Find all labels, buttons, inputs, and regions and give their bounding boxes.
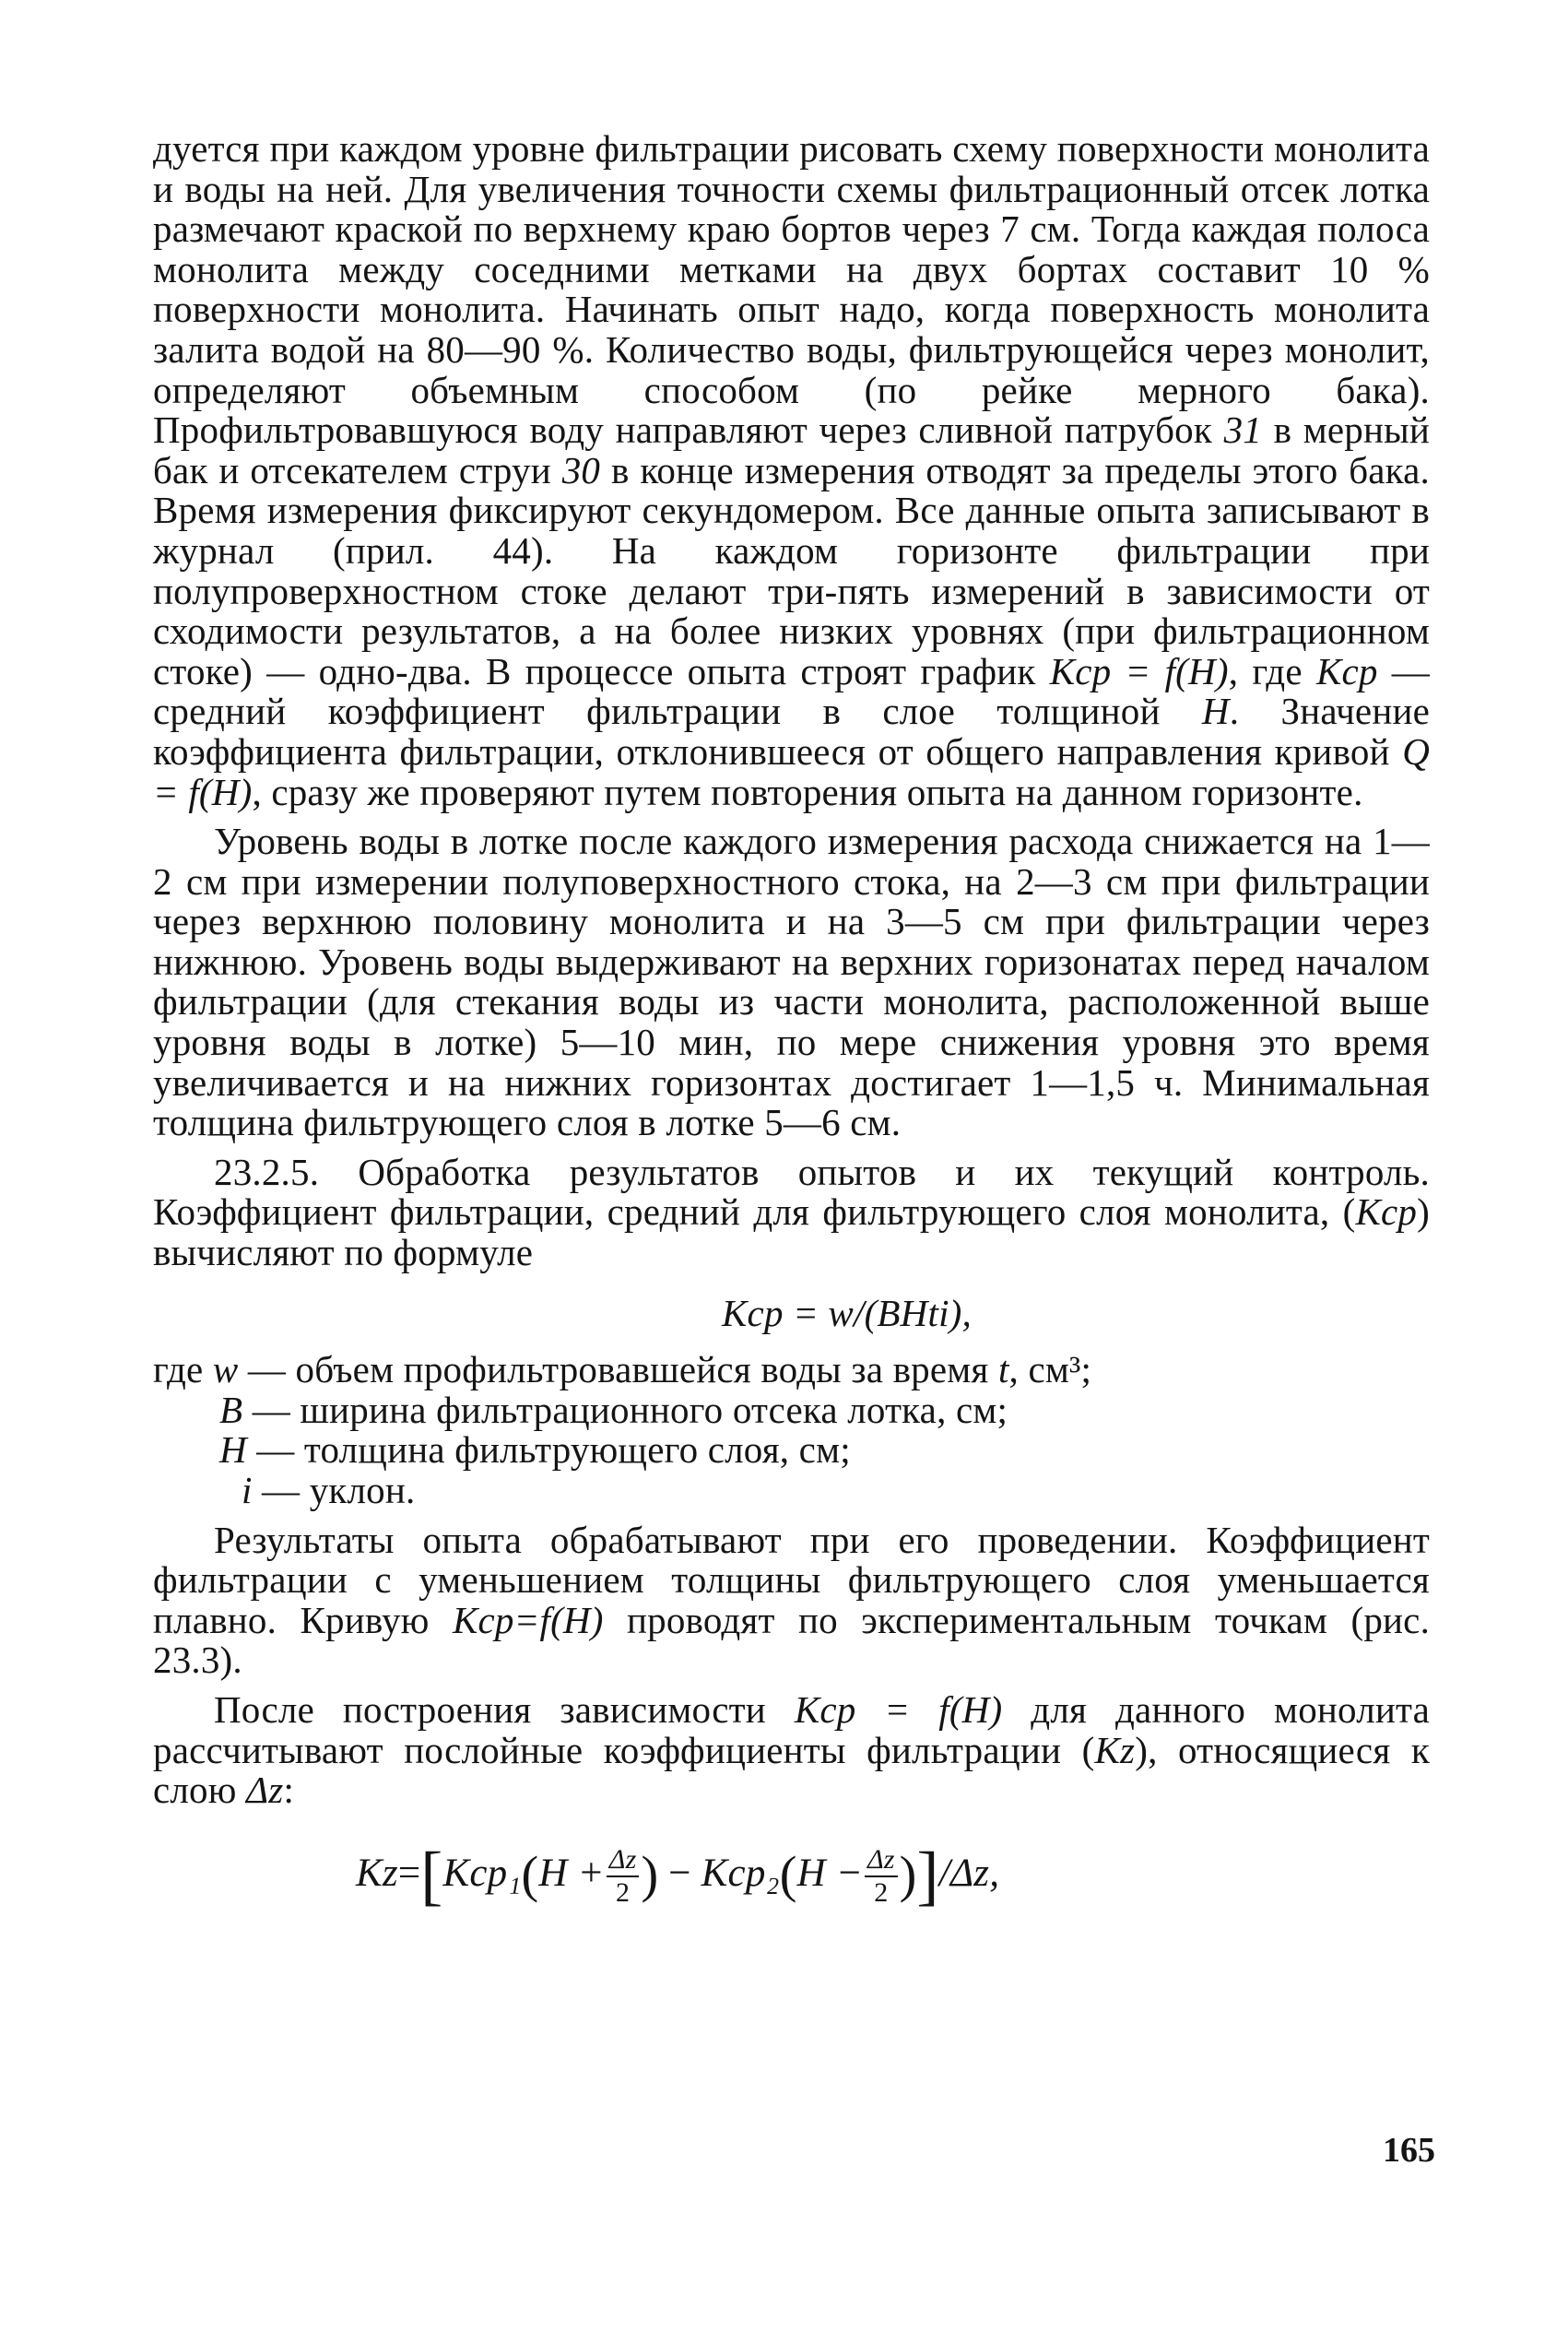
definition-h: H — толщина фильтрующего слоя, см; — [219, 1428, 851, 1472]
paragraph-1: дуется при каждом уровне фильтрации рисовать схему поверхности монолита и воды на ней. Для увеличения точности схемы фильтрационный отсек лотка размечают краской по верхнему краю бортов через 7 см. Тогда каждая полоса монолита между соседними метками на двух бортах составит 10 % поверхности монолита. Начинать опыт надо, когда поверхность монолита залита водой на 80—90 %. Количество воды, фильтрующейся через монолит, определяют объемным способом (по рейке мерного бака). Профильтровавшуюся воду направляют через сливной патрубок 31 в мерный бак и отсекателем струи 30 в конце измерения отводят за пределы этого бака. Время измерения фиксируют секундомером. Все данные опыта записывают в журнал (прил. 44). На каждом горизонте фильтрации при полупроверхностном стоке делают три-пять измерений в зависимости от сходимости результатов, а на более низких уровнях (при фильтрационном стоке) — одно-два. В процессе опыта строят график Kср = f(H), где Kср — средний коэффициент фильтрации в слое толщиной H. Значение коэффициента фильтрации, отклонившееся от общего направления кривой Q = f(H), сразу же проверяют путем повторения опыта на данном горизонте. — [153, 127, 1431, 813]
formula-kcp: Kср = w/(BHti), — [722, 1291, 972, 1334]
definition-b: B — ширина фильтрационного отсека лотка, см; — [219, 1388, 1008, 1431]
paragraph-2: Уровень воды в лотке после каждого измерения расхода снижается на 1—2 см при измерении полуповерхностного стока, на 2—3 см при фильтрации через верхнюю половину монолита и на 3—5 см при фильтрации через нижнюю. Уровень воды выдерживают на верхних горизонатах перед началом фильтрации (для стекания воды из части монолита, расположенной выше уровня воды в лотке) 5—10 мин, по мере снижения уровня это время увеличивается и на нижних горизонтах достигает 1—1,5 ч. Минимальная толщина фильтрующего слоя в лотке 5—6 см. — [153, 820, 1430, 1144]
definition-w: где w — объем профильтровавшейся воды за время t, см³; — [153, 1348, 1092, 1391]
fraction-dz-2-second: $\frac{\Delta z}{2}$ — [865, 1844, 898, 1909]
paragraph-5: После построения зависимости Kср = f(H) для данного монолита рассчитывают послойные коэффициенты фильтрации (Kz), относящиеся к слою Δz: — [153, 1687, 1431, 1812]
fraction-dz-2: $\frac{\Delta z}{2}$ — [607, 1844, 640, 1909]
bracket-open: [ — [420, 1838, 443, 1912]
body-text — [153, 129, 1430, 1933]
paragraph-3-section: 23.2.5. Обработка результатов опытов и их текущий контроль. Коэффициент фильтрации, средний для фильтрующего слоя монолита, (Kср) вычисляют по формуле — [153, 1150, 1430, 1274]
bracket-close: ] — [916, 1838, 939, 1912]
paragraph-4: Результаты опыта обрабатывают при его проведении. Коэффициент фильтрации с уменьшением толщины фильтрующего слоя уменьшается плавно. Кривую Kср=f(H) проводят по экспериментальным точкам (рис. 23.3). — [153, 1518, 1431, 1682]
definition-i: i — уклон. — [242, 1469, 416, 1511]
variable-definitions — [153, 1350, 1430, 1510]
formula-kz: Kz=[Kср₁(H + $\frac{\Delta z}{2}$ ) − Kср₂(H − $\frac{\Delta z}{2}$ )]/Δz, — [356, 1838, 1000, 1912]
page-number: 165 — [1383, 2131, 1435, 2170]
